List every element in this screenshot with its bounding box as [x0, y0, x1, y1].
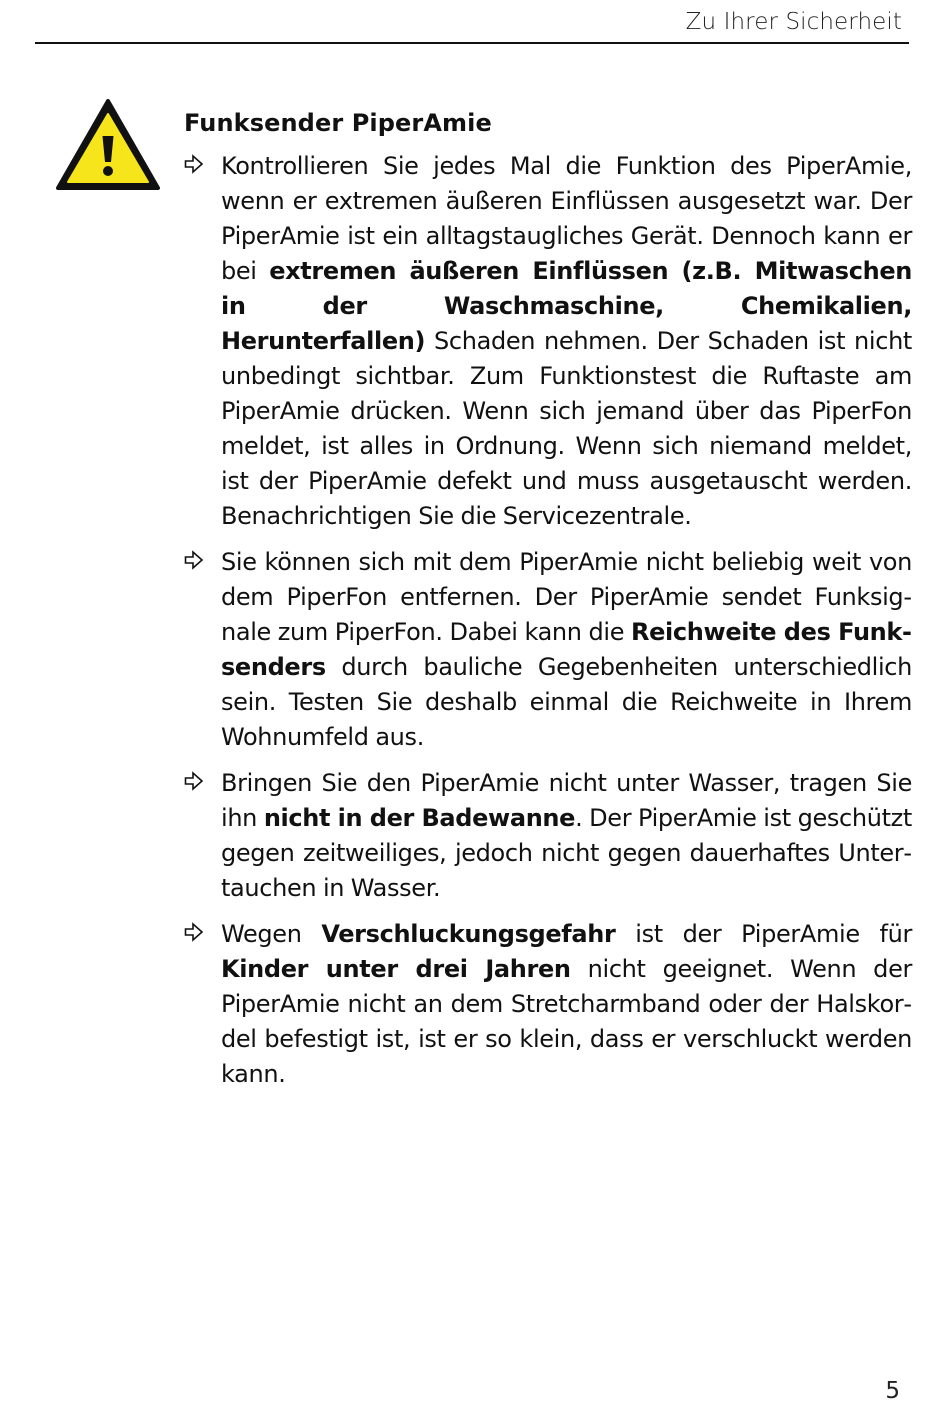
warning-triangle-icon — [55, 98, 161, 192]
bold-text: Kinder unter drei Jahren — [221, 955, 571, 983]
running-header: Zu Ihrer Sicherheit — [685, 9, 902, 35]
section-title: Funksender PiperAmie — [184, 109, 492, 137]
bold-text: nicht in der Badewanne — [263, 804, 576, 832]
bold-text: Reichweite des Funksenders — [221, 618, 912, 681]
arrow-right-icon — [184, 921, 204, 943]
bullet-list — [184, 149, 912, 1092]
text-run: durch bauliche Gegebenheiten unterschiedlich sein. Testen Sie deshalb einmal die Reichweite in Ihrem Wohnumfeld aus. — [221, 653, 912, 751]
arrow-right-icon — [184, 153, 204, 175]
text-run: Schaden nehmen. Der Schaden ist nicht unbedingt sichtbar. Zum Funktionstest die Ruftaste am PiperAmie drücken. Wenn sich jemand über das PiperFon meldet, ist alles in Ordnung. Wenn sich niemand meldet, ist der PiperAmie defekt und muss ausgetauscht werden. Benachrichtigen Sie die Servicezentrale. — [221, 327, 912, 530]
list-item — [184, 545, 912, 755]
text-run: ist der PiperAmie für — [615, 920, 913, 948]
bullet-text — [221, 766, 912, 906]
page-number: 5 — [885, 1378, 900, 1404]
text-run: Bringen Sie den PiperAmie nicht unter Wasser, tragen Sie ihn — [221, 769, 912, 832]
bold-text: extremen äußeren Einflüssen (z.B. Mitwaschen in der Waschmaschine, Chemikalien, Herunterfallen) — [221, 257, 912, 355]
bold-text: Verschluckungsgefahr — [321, 920, 616, 948]
text-run: Kontrollieren Sie jedes Mal die Funktion des PiperAmie, wenn er extremen äußeren Einflüssen ausgesetzt war. Der PiperAmie ist ein alltagstaugliches Gerät. Dennoch kann er bei — [221, 152, 912, 285]
list-item — [184, 917, 912, 1092]
arrow-right-icon — [184, 770, 204, 792]
text-run: . Der PiperAmie ist geschützt gegen zeitweiliges, jedoch nicht gegen dauerhaftes Untertauchen in Wasser. — [221, 804, 912, 902]
list-item — [184, 766, 912, 906]
list-item — [184, 149, 912, 534]
text-run: Sie können sich mit dem PiperAmie nicht beliebig weit von dem PiperFon entfernen. Der PiperAmie sendet Funksignale zum PiperFon. Dabei kann die — [221, 548, 912, 646]
safety-section — [184, 106, 912, 1103]
text-run: nicht geeignet. Wenn der PiperAmie nicht an dem Stretcharmband oder der Halskordel befestigt ist, ist er so klein, dass er verschluckt werden kann. — [221, 955, 913, 1088]
bullet-text — [221, 149, 912, 534]
bullet-text — [221, 917, 912, 1092]
arrow-right-icon — [184, 549, 204, 571]
bullet-text — [221, 545, 912, 755]
header-rule — [35, 42, 909, 44]
text-run: Wegen — [221, 920, 322, 948]
